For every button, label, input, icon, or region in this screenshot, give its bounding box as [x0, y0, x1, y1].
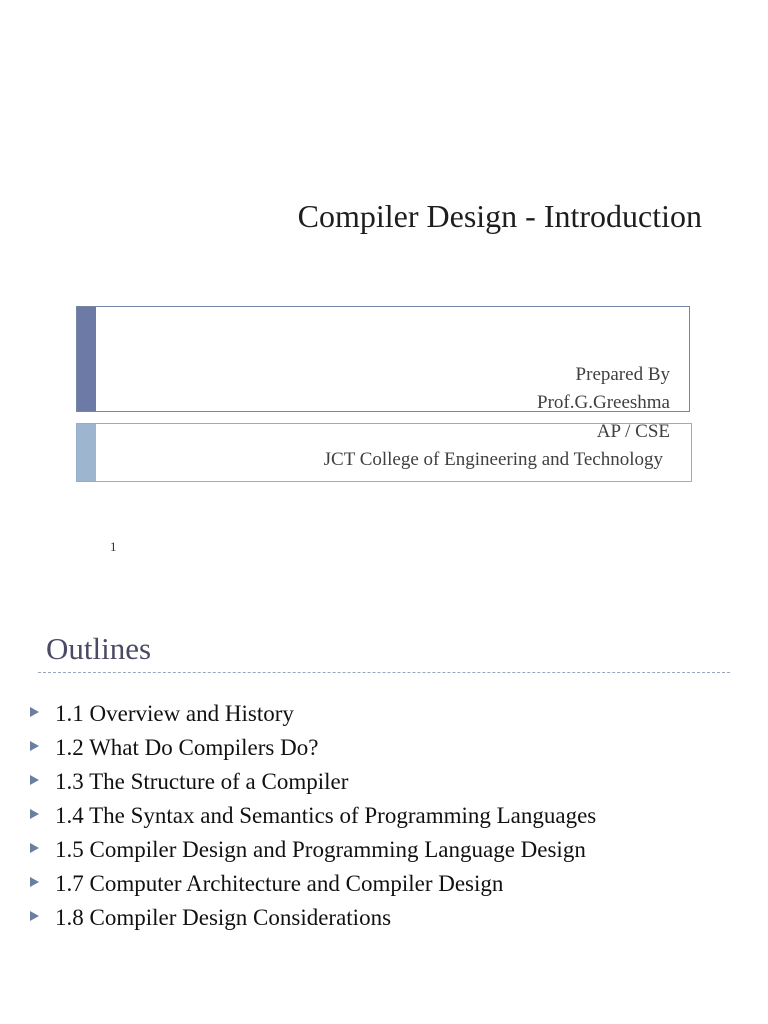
triangle-bullet-icon — [30, 775, 39, 785]
triangle-bullet-icon — [30, 911, 39, 921]
prepared-by-label: Prepared By — [575, 364, 670, 385]
list-item — [30, 799, 596, 833]
slide-number: 1 — [110, 539, 117, 554]
list-item-label: 1.3 The Structure of a Compiler — [55, 769, 349, 794]
list-item — [30, 765, 596, 799]
list-item — [30, 867, 596, 901]
list-item — [30, 697, 596, 731]
college-name: JCT College of Engineering and Technology — [323, 449, 663, 470]
list-item-label: 1.1 Overview and History — [55, 701, 294, 726]
section-divider — [38, 672, 730, 673]
accent-bar-dark — [77, 307, 96, 411]
list-item-label: 1.5 Compiler Design and Programming Language Design — [55, 837, 586, 862]
section-title: Outlines — [46, 631, 152, 666]
triangle-bullet-icon — [30, 843, 39, 853]
triangle-bullet-icon — [30, 809, 39, 819]
list-item-label: 1.4 The Syntax and Semantics of Programming Languages — [55, 803, 597, 828]
list-item — [30, 731, 596, 765]
list-item — [30, 833, 596, 867]
triangle-bullet-icon — [30, 741, 39, 751]
accent-bar-light — [77, 424, 96, 481]
list-item-label: 1.2 What Do Compilers Do? — [55, 735, 319, 760]
author-name: Prof.G.Greeshma — [537, 392, 670, 413]
list-item-label: 1.8 Compiler Design Considerations — [55, 905, 392, 930]
slide-title: Compiler Design - Introduction — [297, 198, 702, 234]
author-designation: AP / CSE — [596, 421, 670, 442]
outline-list — [30, 697, 596, 935]
list-item-label: 1.7 Computer Architecture and Compiler Design — [55, 871, 504, 896]
triangle-bullet-icon — [30, 707, 39, 717]
list-item — [30, 901, 596, 935]
triangle-bullet-icon — [30, 877, 39, 887]
